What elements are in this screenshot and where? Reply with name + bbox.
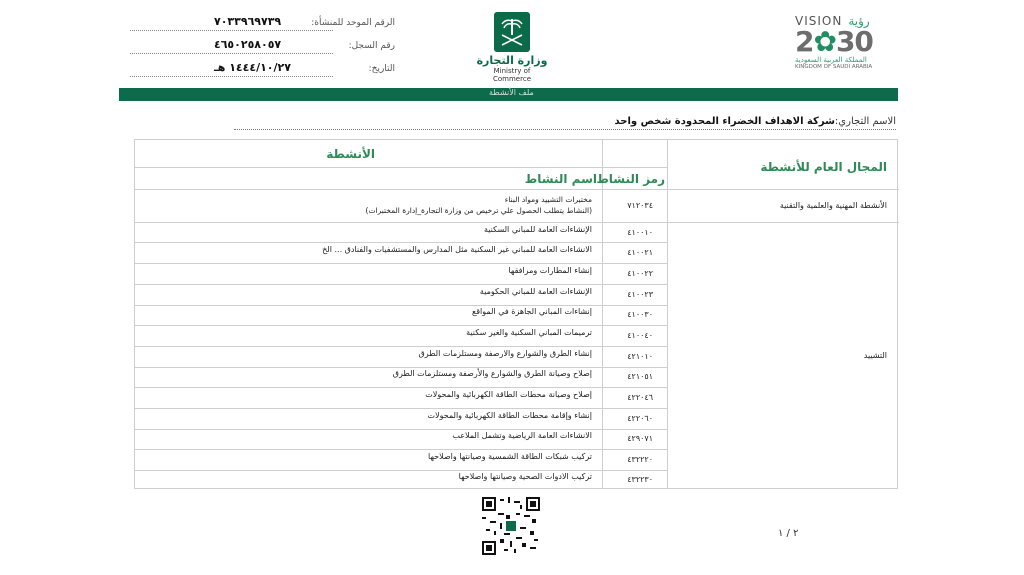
section-title-bar (119, 88, 898, 101)
row-divider (135, 449, 668, 450)
activity-name-cell: الانشاءات العامة الرياضية وتشمل الملاعب (452, 431, 592, 440)
unified-number-row (130, 14, 395, 37)
activity-code-cell: ٤٢٢٠٤٦ (627, 393, 653, 402)
document-meta (130, 14, 395, 83)
section-title: ملف الأنشطة (489, 88, 534, 97)
activity-name-cell: إنشاء وإقامة محطات الطاقة الكهربائية والمحولات (427, 411, 592, 420)
row-divider (135, 325, 668, 326)
registry-number-label: رقم السجل: (348, 41, 395, 51)
date-value: ١٤٤٤/١٠/٢٧ هـ (214, 61, 291, 74)
dotted-line (130, 76, 333, 77)
dotted-line (130, 53, 333, 54)
row-divider (135, 242, 668, 243)
activity-name-cell: إنشاء الطرق والشوارع والارصفة ومستلزمات الطرق (418, 349, 592, 358)
vision-year-first: 2 (795, 25, 814, 58)
general-field-cell: التشييد (863, 351, 887, 360)
activity-name-cell: إصلاح وصيانة الطرق والشوارع والأرصفة ومستلزمات الطرق (392, 369, 592, 378)
kingdom-name-ar: المملكة العربية السعودية (795, 56, 867, 64)
ministry-name-en: Ministry of Commerce (493, 67, 531, 83)
qr-code-icon (482, 497, 540, 555)
activity-name-cell: إنشاءات المباني الجاهزة في المواقع (471, 307, 592, 316)
activity-code-cell: ٤٢١٠١٠ (627, 352, 653, 361)
vision-word-ar: رؤية (848, 14, 870, 28)
activities-table (134, 139, 898, 489)
dotted-line (130, 30, 333, 31)
row-divider (135, 387, 668, 388)
kingdom-name-en: KINGDOM OF SAUDI ARABIA (795, 64, 873, 70)
activity-code-cell: ٤١٠٠٢١ (627, 248, 653, 257)
activity-code-cell: ٤١٠٠٣٠ (627, 310, 653, 319)
activity-name-cell: الانشاءات العامة للمباني غير السكنية مثل المدارس والمستشفيات والفنادق ... الخ (322, 245, 592, 254)
column-divider (602, 140, 603, 488)
ministry-logo (474, 12, 550, 82)
row-divider (135, 263, 668, 264)
activity-name-header: اسم النشاط (524, 172, 597, 186)
vision-2030-logo (795, 14, 905, 82)
row-divider (135, 367, 668, 368)
activity-name-cell: ترميمات المباني السكنية والغير سكنية (466, 328, 592, 337)
row-divider (135, 429, 668, 430)
unified-number-label: الرقم الموحد للمنشأة: (311, 18, 395, 28)
activity-code-cell: ٤١٠٠٢٣ (627, 290, 653, 299)
row-divider (135, 167, 668, 168)
activity-code-cell: ٤١٠٠١٠ (627, 228, 653, 237)
activity-name-cell: إصلاح وصيانة محطات الطاقة الكهربائية والمحولات (425, 390, 592, 399)
activity-code-cell: ٤١٠٠٤٠ (627, 331, 653, 340)
row-divider (135, 470, 668, 471)
general-field-header: المجال العام للأنشطة (760, 160, 887, 174)
vision-word: VISION (795, 14, 843, 28)
general-field-cell: الأنشطة المهنية والعلمية والتقنية (779, 201, 887, 210)
registry-number-value: ٤٦٥٠٢٥٨٠٥٧ (214, 38, 282, 51)
activity-code-cell: ٤٢١٠٥١ (627, 372, 653, 381)
row-divider (135, 346, 668, 347)
row-divider (135, 305, 668, 306)
row-divider (135, 284, 668, 285)
date-label: التاريخ: (368, 64, 395, 74)
ministry-name-ar: وزارة التجارة (476, 54, 548, 67)
activity-name-cell: تركيب الادوات الصحية وصيانتها واصلاحها (458, 472, 592, 481)
activities-header: الأنشطة (326, 147, 375, 161)
activity-code-header: رمز النشاط (596, 172, 665, 186)
activity-code-cell: ٤٢٢٠٦٠ (627, 414, 653, 423)
activity-code-cell: ٧١٢٠٣٤ (627, 201, 653, 210)
date-row (130, 60, 395, 83)
activity-note-cell: (النشاط يتطلب الحصول علي ترخيص من وزارة التجارة_إدارة المختبرات) (365, 206, 592, 215)
activity-code-cell: ٤٢٩٠٧١ (627, 434, 653, 443)
activity-name-cell: تركيب شبكات الطاقة الشمسية وصيانتها واصلاحها (428, 452, 592, 461)
registry-number-row (130, 37, 395, 60)
commercial-name-value: شركة الاهداف الخضراء المحدودة شخص واحد (614, 116, 835, 127)
activity-code-cell: ٤٣٢٢٣٠ (627, 475, 653, 484)
commercial-name-label: الاسم التجاري: (834, 116, 896, 127)
vision-flower-icon: ✿ (813, 25, 836, 58)
activity-name-cell: الإنشاءات العامة للمباني السكنية (483, 225, 592, 234)
column-divider (667, 140, 668, 488)
activity-code-cell: ٤١٠٠٢٢ (627, 269, 653, 278)
row-divider (135, 222, 899, 223)
activity-code-cell: ٤٣٢٢٢٠ (627, 455, 653, 464)
vision-year (795, 25, 905, 58)
row-divider (135, 189, 899, 190)
vision-year-rest: 30 (835, 25, 873, 58)
page-indicator: ٢ / ١ (778, 528, 799, 539)
activity-name-cell: مختبرات التشييد ومواد البناء (504, 195, 592, 204)
palm-swords-emblem-icon (494, 12, 530, 52)
row-divider (135, 408, 668, 409)
unified-number-value: ٧٠٣٣٩٦٩٧٣٩ (214, 15, 282, 28)
activity-name-cell: إنشاء المطارات ومرافقها (508, 266, 592, 275)
activity-name-cell: الإنشاءات العامة للمباني الحكومية (479, 287, 592, 296)
commercial-name-line (234, 116, 896, 130)
